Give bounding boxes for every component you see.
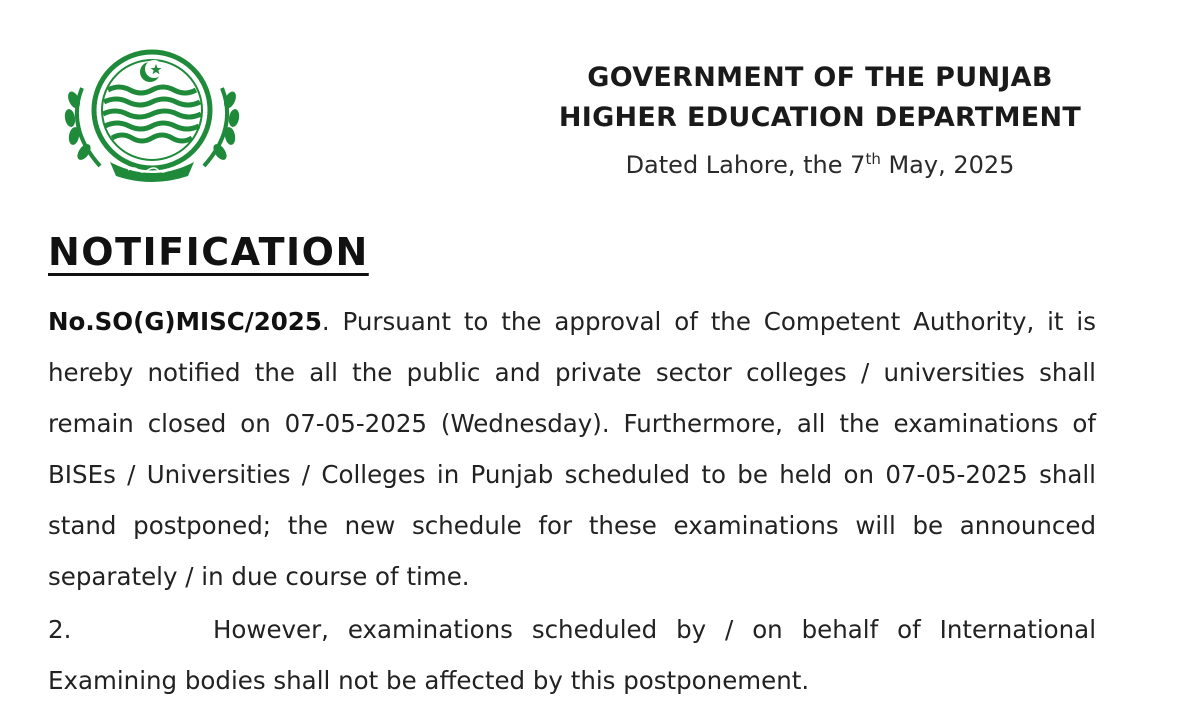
notification-title: NOTIFICATION bbox=[48, 230, 369, 274]
dated-suffix: May, 2025 bbox=[880, 151, 1015, 179]
paragraph-1-text: . Pursuant to the approval of the Competent Authority, it is hereby notified the all the public and private sector colleges / universities shall remain closed on 07-05-2025 (Wednesday). Furthermore, all the examinations of BISEs / Universities / Colleges in Punjab scheduled to be held on 07-05-2025 shall stand postponed; the new schedule for these examinations will be announced separately / in due course of time. bbox=[48, 307, 1096, 591]
dated-ordinal: th bbox=[865, 150, 881, 168]
letterhead bbox=[540, 58, 1100, 186]
department-title: HIGHER EDUCATION DEPARTMENT bbox=[558, 102, 1082, 133]
dated-prefix: Dated Lahore, the 7 bbox=[625, 151, 866, 179]
paragraph-1 bbox=[48, 296, 1096, 602]
paragraph-2-number: 2. bbox=[48, 615, 72, 644]
paragraph-2 bbox=[48, 604, 1096, 706]
paragraph-2-text: However, examinations scheduled by / on behalf of International Examining bodies shall not be affected by this postponement. bbox=[48, 615, 1096, 695]
punjab-government-emblem-icon bbox=[52, 38, 252, 183]
reference-number: No.SO(G)MISC/2025 bbox=[48, 307, 322, 336]
dated-line bbox=[540, 138, 1100, 186]
government-title: GOVERNMENT OF THE PUNJAB bbox=[587, 62, 1053, 93]
